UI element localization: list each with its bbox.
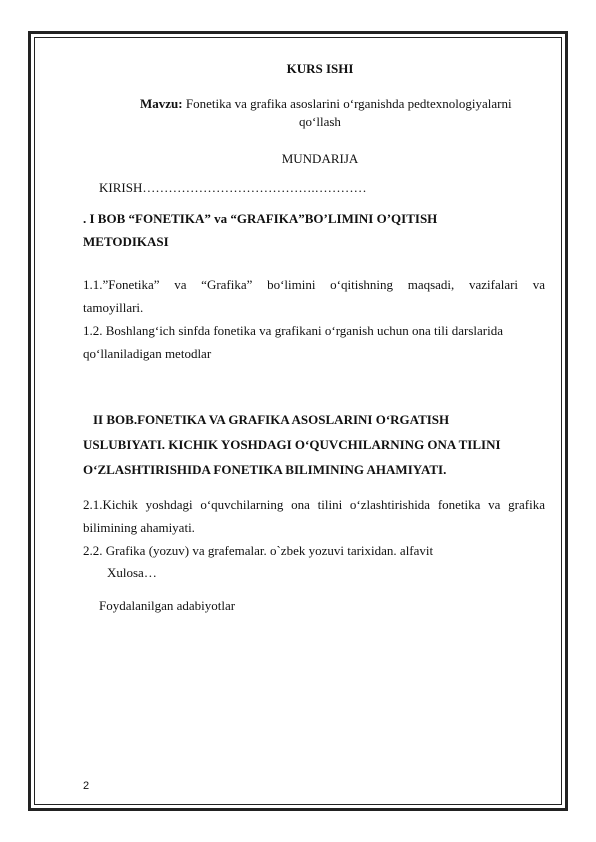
toc-section-2-2: 2.2. Grafika (yozuv) va grafemalar. o`zbek yozuvi tarixidan. alfavit — [83, 543, 434, 558]
page-number: 2 — [83, 780, 90, 792]
toc-chapter2-line1: II BOB.FONETIKA VA GRAFIKA ASOSLARINI O‘RGATISH — [93, 412, 450, 427]
toc-section-1-1-line2: tamoyillari. — [83, 300, 144, 315]
toc-section-1-2-line1: 1.2. Boshlang‘ich sinfda fonetika va grafikani o‘rganish uchun ona tili darslarida — [83, 323, 503, 338]
toc-chapter1-line2: METODIKASI — [83, 234, 169, 249]
toc-chapter1-line1: . I BOB “FONETIKA” va “GRAFIKA”BO’LIMINI O’QITISH — [83, 211, 438, 226]
toc-chapter2-line2: USLUBIYATI. KICHIK YOSHDAGI O‘QUVCHILARNING ONA TILINI — [83, 437, 501, 452]
topic-label: Mavzu: — [140, 96, 183, 111]
toc-references: Foydalanilgan adabiyotlar — [99, 598, 236, 613]
toc-chapter2-line3: O‘ZLASHTIRISHIDA FONETIKA BILIMINING AHAMIYATI. — [83, 462, 447, 477]
toc-intro: KIRISH………………………………….………… — [99, 180, 367, 195]
toc-section-1-1-text: ”Fonetika” va “Grafika” bo‘limini o‘qitishning maqsadi, vazifalari va — [102, 277, 545, 292]
toc-section-2-1-line2: bilimining ahamiyati. — [83, 520, 195, 535]
toc-conclusion: Xulosa… — [107, 565, 157, 580]
topic-line-1 — [140, 96, 512, 112]
toc-section-1-1-number: 1.1. — [83, 277, 103, 292]
toc-section-2-1-number: 2.1. — [83, 497, 103, 512]
contents-title: MUNDARIJA — [281, 151, 359, 166]
document-heading: KURS ISHI — [286, 61, 354, 76]
toc-section-2-1-line1 — [83, 497, 545, 513]
topic-line-2: qo‘llash — [299, 114, 341, 129]
toc-section-1-1-line1 — [83, 277, 545, 293]
toc-section-2-1-text: Kichik yoshdagi o‘quvchilarning ona tilini o‘zlashtirishida fonetika va grafika — [102, 497, 545, 512]
toc-section-1-2-line2: qo‘llaniladigan metodlar — [83, 346, 212, 361]
topic-text-1: Fonetika va grafika asoslarini o‘rganishda pedtexnologiyalarni — [182, 96, 512, 111]
